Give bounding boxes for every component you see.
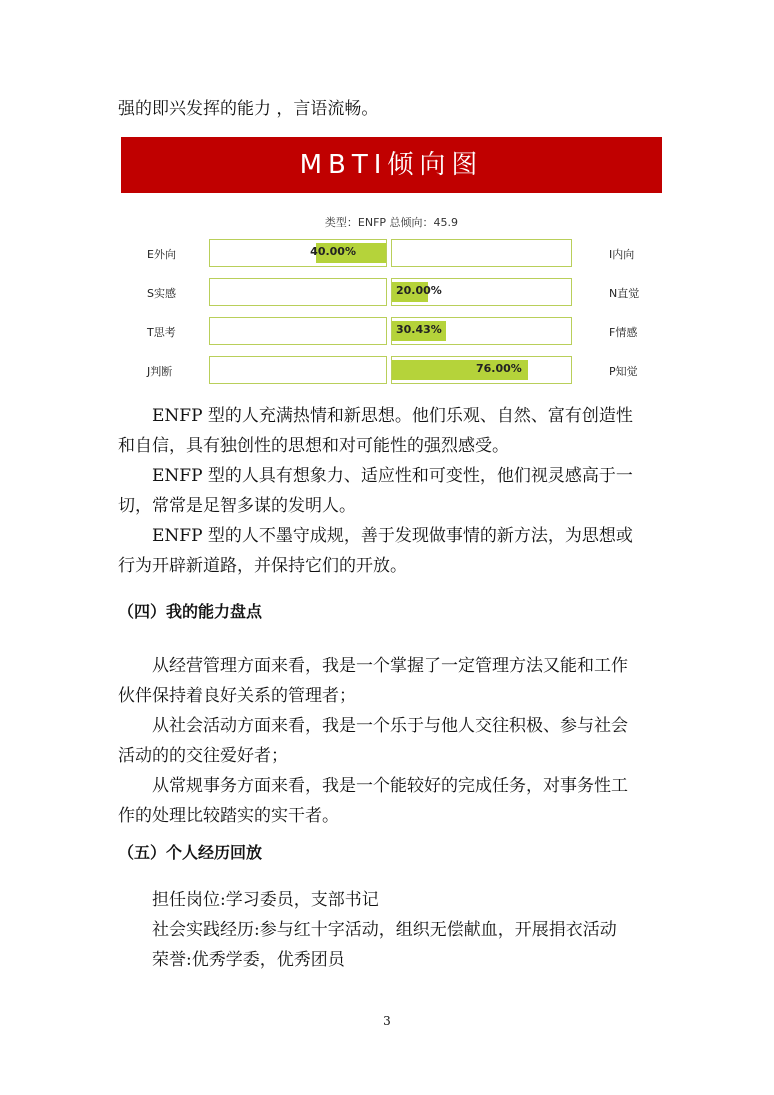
enfp-p1-line2: 和自信，具有独创性的思想和对可能性的强烈感受。: [118, 436, 509, 456]
enfp-p3-line2: 行为开辟新道路，并保持它们的开放。: [118, 556, 407, 576]
mbti-right-box: [391, 317, 572, 345]
mbti-left-label: T思考: [147, 326, 176, 339]
mbti-value-label: 76.00%: [476, 362, 522, 375]
mbti-row: [121, 239, 662, 269]
mbti-value-label: 20.00%: [396, 284, 442, 297]
mbti-right-label: P知觉: [609, 365, 638, 378]
section4-p1-line2: 伙伴保持着良好关系的管理者；: [118, 686, 356, 706]
enfp-p2-line2: 切，常常是足智多谋的发明人。: [118, 496, 356, 516]
enfp-p2-line1: ENFP 型的人具有想象力、适应性和可变性，他们视灵感高于一: [152, 466, 633, 486]
intro-line: 强的即兴发挥的能力 ，言语流畅。: [118, 99, 379, 119]
mbti-row: [121, 317, 662, 347]
section4-p2-line2: 活动的的交往爱好者；: [118, 746, 288, 766]
mbti-summary: 类型：ENFP 总倾向：45.9: [324, 216, 459, 229]
mbti-row: [121, 356, 662, 386]
section4-p3-line2: 作的处理比较踏实的实干者。: [118, 806, 339, 826]
mbti-left-box: [209, 356, 387, 384]
mbti-left-box: [209, 317, 387, 345]
mbti-right-box: [391, 356, 572, 384]
mbti-right-box: [391, 239, 572, 267]
mbti-row: [121, 278, 662, 308]
mbti-left-label: J判断: [147, 365, 173, 378]
section5-heading: （五）个人经历回放: [118, 843, 263, 862]
mbti-right-label: F情感: [609, 326, 638, 339]
mbti-left-label: S实感: [147, 287, 176, 300]
section5-line-honors: 荣誉:优秀学委，优秀团员: [152, 950, 345, 970]
section4-heading: （四）我的能力盘点: [118, 602, 263, 621]
mbti-left-box: [209, 239, 387, 267]
section4-p3-line1: 从常规事务方面来看，我是一个能较好的完成任务，对事务性工: [152, 776, 628, 796]
mbti-title-banner: MBTI倾向图: [121, 137, 662, 193]
mbti-left-label: E外向: [147, 248, 176, 261]
enfp-p1-line1: ENFP 型的人充满热情和新思想。他们乐观、自然、富有创造性: [152, 406, 633, 426]
section5-line-practice: 社会实践经历:参与红十字活动，组织无偿献血，开展捐衣活动: [152, 920, 617, 940]
mbti-left-box: [209, 278, 387, 306]
page-number: 3: [383, 1014, 391, 1028]
mbti-right-box: [391, 278, 572, 306]
mbti-value-label: 30.43%: [396, 323, 442, 336]
section5-line-position: 担任岗位:学习委员，支部书记: [152, 890, 379, 910]
mbti-value-label: 40.00%: [310, 245, 356, 258]
section4-p1-line1: 从经营管理方面来看，我是一个掌握了一定管理方法又能和工作: [152, 656, 628, 676]
section4-p2-line1: 从社会活动方面来看，我是一个乐于与他人交往积极、参与社会: [152, 716, 628, 736]
mbti-right-label: N直觉: [609, 287, 640, 300]
enfp-p3-line1: ENFP 型的人不墨守成规，善于发现做事情的新方法，为思想或: [152, 526, 633, 546]
mbti-right-label: I内向: [609, 248, 635, 261]
